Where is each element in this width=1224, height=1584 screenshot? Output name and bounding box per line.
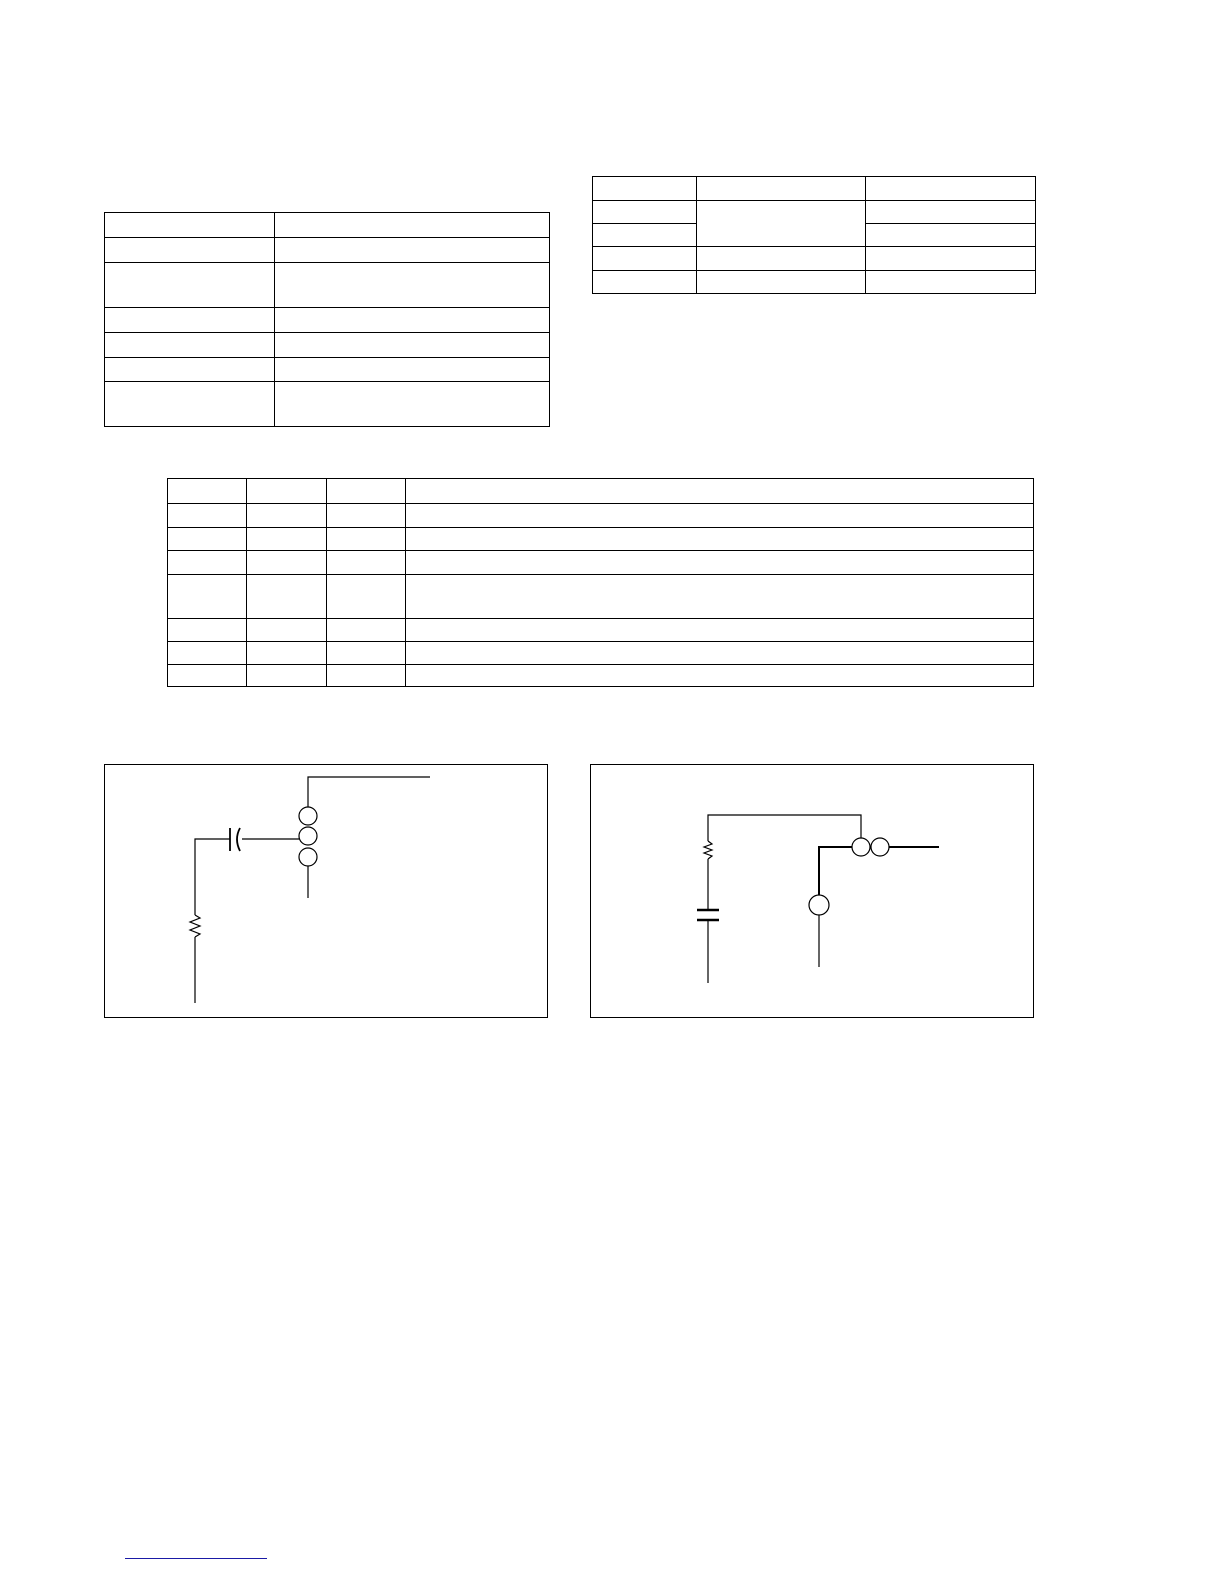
table-row [168,479,1034,504]
circuit-right-svg [591,765,1035,1019]
spec-table-right [592,176,1036,294]
table-cell [327,665,406,687]
table-cell [247,479,327,504]
coil-icon [852,838,889,856]
table-cell [327,528,406,551]
table-cell [327,642,406,665]
table-cell [247,642,327,665]
table-row [105,238,550,263]
table-cell [168,619,247,642]
wire [708,815,861,841]
capacitor-icon [230,828,240,851]
table-cell [866,177,1036,201]
spec-table-left [104,212,550,427]
table-cell [327,619,406,642]
table-cell [327,551,406,575]
resistor-icon [190,915,200,937]
table-row [105,333,550,358]
table-cell [168,642,247,665]
table-row [105,213,550,238]
table-cell [275,308,550,333]
table-cell [105,263,275,308]
wire [819,847,852,895]
table-row [593,177,1036,201]
footer-rule [125,1558,267,1559]
table-cell [697,177,866,201]
table-cell [168,479,247,504]
coil-icon [299,807,317,866]
table-cell [593,177,697,201]
table-cell [275,333,550,358]
table-row [593,201,1036,224]
circuit-left-svg [105,765,549,1019]
node-icon [809,895,829,915]
table-row [168,575,1034,619]
table-row [105,308,550,333]
table-row [105,358,550,382]
table-cell [866,201,1036,224]
table-cell [247,504,327,528]
table-row [168,665,1034,687]
table-cell [866,224,1036,247]
resistor-icon [704,841,712,859]
table-cell [275,213,550,238]
circuit-diagram-right [590,764,1034,1018]
table-cell [247,551,327,575]
table-cell [406,642,1034,665]
table-row [105,263,550,308]
table-cell [105,238,275,263]
table-cell [247,575,327,619]
table-cell [327,504,406,528]
table-cell [247,528,327,551]
table-row [168,642,1034,665]
circuit-diagram-left [104,764,548,1018]
table-cell [168,551,247,575]
table-cell [593,201,697,224]
table-cell [327,479,406,504]
capacitor-icon [697,910,719,920]
table-row [168,528,1034,551]
table-cell [105,213,275,238]
table-row [593,247,1036,271]
table-cell [105,382,275,427]
table-cell [105,333,275,358]
table-cell [168,504,247,528]
wire [195,839,230,915]
table-cell [406,551,1034,575]
table-cell [406,528,1034,551]
table-cell [275,238,550,263]
table-row [168,619,1034,642]
table-cell [406,575,1034,619]
table-cell [697,247,866,271]
table-cell [105,358,275,382]
wide-table [167,478,1034,687]
table-cell [593,271,697,294]
table-cell [168,665,247,687]
table-cell [697,271,866,294]
table-cell [406,504,1034,528]
table-cell [247,619,327,642]
table-cell [593,224,697,247]
table-row [168,551,1034,575]
table-cell [105,308,275,333]
table-row [168,504,1034,528]
table-row [593,271,1036,294]
table-cell [866,271,1036,294]
table-cell [593,247,697,271]
table-cell [247,665,327,687]
table-cell [275,382,550,427]
table-cell [406,479,1034,504]
table-cell [866,247,1036,271]
table-cell [168,528,247,551]
table-cell [168,575,247,619]
table-cell [406,665,1034,687]
table-cell [406,619,1034,642]
table-cell [275,263,550,308]
merged-cell [697,201,866,247]
wire [308,777,430,807]
table-cell [275,358,550,382]
table-row [105,382,550,427]
table-cell [327,575,406,619]
